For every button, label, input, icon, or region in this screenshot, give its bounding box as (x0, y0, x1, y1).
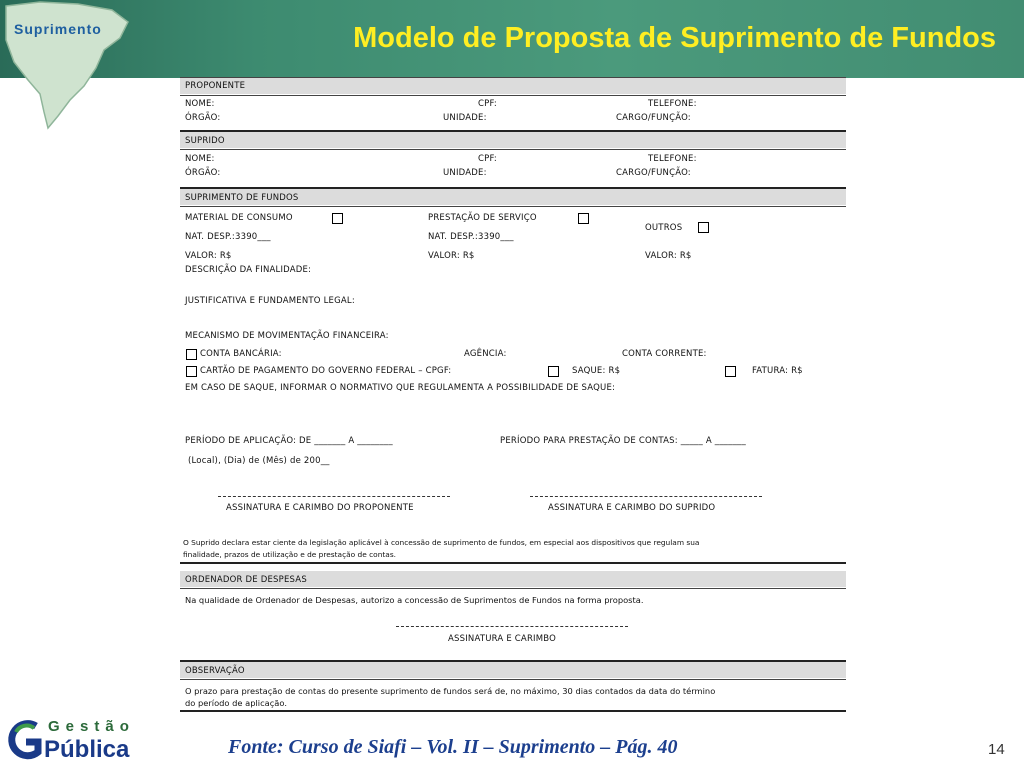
suprido-cargo-label: CARGO/FUNÇÃO: (616, 168, 691, 178)
section-heading-proponente: PROPONENTE (185, 81, 246, 91)
proposal-form (180, 77, 846, 711)
proponente-orgao-label: ÓRGÃO: (185, 113, 221, 123)
conta-bancaria-label: CONTA BANCÁRIA: (200, 349, 282, 359)
outros-checkbox[interactable] (698, 222, 709, 233)
proponente-cpf-label: CPF: (478, 99, 497, 109)
assinatura-suprido-label: ASSINATURA E CARIMBO DO SUPRIDO (548, 503, 716, 513)
material-consumo-label: MATERIAL DE CONSUMO (185, 213, 293, 223)
logo-g-icon (6, 718, 46, 764)
nat-desp-material: NAT. DESP.:3390___ (185, 232, 271, 242)
conta-bancaria-checkbox[interactable] (186, 349, 197, 360)
nat-desp-prestacao: NAT. DESP.:3390___ (428, 232, 514, 242)
logo-gestao-text: Gestão (48, 718, 135, 735)
periodo-prestacao-label: PERÍODO PARA PRESTAÇÃO DE CONTAS: _____ A _______ (500, 436, 746, 446)
prestacao-servico-checkbox[interactable] (578, 213, 589, 224)
divider (180, 679, 846, 680)
divider (180, 149, 846, 150)
proponente-cargo-label: CARGO/FUNÇÃO: (616, 113, 691, 123)
valor-material-label: VALOR: R$ (185, 251, 232, 261)
justificativa-label: JUSTIFICATIVA E FUNDAMENTO LEGAL: (185, 296, 355, 306)
section-heading-suprido: SUPRIDO (185, 136, 225, 146)
saque-label: SAQUE: R$ (572, 366, 621, 376)
suprido-nome-label: NOME: (185, 154, 215, 164)
suprido-cpf-label: CPF: (478, 154, 497, 164)
periodo-aplicacao-label: PERÍODO DE APLICAÇÃO: DE _______ A ________ (185, 436, 393, 446)
assinatura-proponente-label: ASSINATURA E CARIMBO DO PROPONENTE (226, 503, 414, 513)
assinatura-ordenador-label: ASSINATURA E CARIMBO (448, 634, 557, 644)
proponente-telefone-label: TELEFONE: (648, 99, 697, 109)
declaracao-line-1: O Suprido declara estar ciente da legislação aplicável à concessão de suprimento de fundos, em especial aos dispositivos que regulam sua (183, 538, 700, 547)
fatura-label: FATURA: R$ (752, 366, 803, 376)
signature-line-ordenador (396, 626, 628, 627)
prestacao-servico-label: PRESTAÇÃO DE SERVIÇO (428, 213, 537, 223)
signature-line-proponente (218, 496, 450, 497)
divider (180, 710, 846, 712)
slide-title: Modelo de Proposta de Suprimento de Fundos (353, 22, 996, 54)
valor-prestacao-label: VALOR: R$ (428, 251, 475, 261)
material-consumo-checkbox[interactable] (332, 213, 343, 224)
observacao-line-1: O prazo para prestação de contas do presente suprimento de fundos será de, no máximo, 30 dias contados da data do término (185, 686, 716, 696)
suprido-unidade-label: UNIDADE: (443, 168, 487, 178)
divider (180, 588, 846, 589)
gestao-publica-logo (6, 716, 138, 766)
valor-outros-label: VALOR: R$ (645, 251, 692, 261)
declaracao-line-2: finalidade, prazos de utilização e de prestação de contas. (183, 550, 397, 559)
proponente-unidade-label: UNIDADE: (443, 113, 487, 123)
section-band (180, 662, 846, 678)
ordenador-texto: Na qualidade de Ordenador de Despesas, autorizo a concessão de Suprimentos de Fundos na forma proposta. (185, 595, 644, 605)
fatura-checkbox[interactable] (725, 366, 736, 377)
proponente-nome-label: NOME: (185, 99, 215, 109)
source-citation: Fonte: Curso de Siafi – Vol. II – Suprimento – Pág. 40 (228, 736, 678, 758)
divider (180, 206, 846, 207)
section-band (180, 78, 846, 94)
logo-publica-text: Pública (44, 736, 130, 763)
section-heading-observacao: OBSERVAÇÃO (185, 666, 245, 676)
section-band (180, 132, 846, 148)
section-heading-suprimento: SUPRIMENTO DE FUNDOS (185, 193, 299, 203)
divider (180, 562, 846, 564)
cartao-cpgf-checkbox[interactable] (186, 366, 197, 377)
agencia-label: AGÊNCIA: (464, 349, 507, 359)
conta-corrente-label: CONTA CORRENTE: (622, 349, 707, 359)
outros-label: OUTROS (645, 223, 683, 233)
em-caso-saque-label: EM CASO DE SAQUE, INFORMAR O NORMATIVO QUE REGULAMENTA A POSSIBILIDADE DE SAQUE: (185, 383, 616, 393)
mecanismo-label: MECANISMO DE MOVIMENTAÇÃO FINANCEIRA: (185, 331, 389, 341)
local-data-line: (Local), (Dia) de (Mês) de 200__ (188, 456, 330, 466)
map-label: Suprimento (14, 21, 102, 37)
suprido-telefone-label: TELEFONE: (648, 154, 697, 164)
section-heading-ordenador: ORDENADOR DE DESPESAS (185, 575, 307, 585)
page-number: 14 (988, 741, 1005, 758)
signature-line-suprido (530, 496, 762, 497)
observacao-line-2: do período de aplicação. (185, 698, 287, 708)
suprido-orgao-label: ÓRGÃO: (185, 168, 221, 178)
divider (180, 95, 846, 96)
cartao-cpgf-label: CARTÃO DE PAGAMENTO DO GOVERNO FEDERAL – CPGF: (200, 366, 452, 376)
saque-checkbox[interactable] (548, 366, 559, 377)
descricao-finalidade-label: DESCRIÇÃO DA FINALIDADE: (185, 265, 312, 275)
